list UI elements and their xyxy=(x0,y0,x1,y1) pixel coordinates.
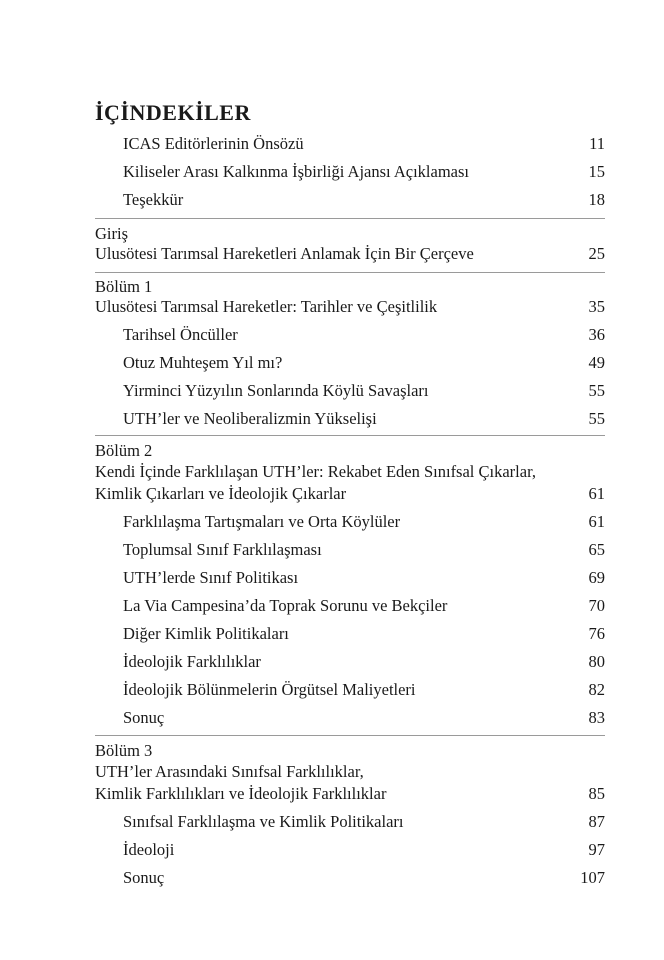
toc-entry xyxy=(123,381,605,401)
entry-label: Yirminci Yüzyılın Sonlarında Köylü Savaşları xyxy=(123,381,429,400)
entry-page: 11 xyxy=(589,134,605,153)
entry-page: 61 xyxy=(588,484,605,503)
entry-label: UTH’ler ve Neoliberalizmin Yükselişi xyxy=(123,409,377,428)
entry-page: 76 xyxy=(588,624,605,643)
chapter1-heading: Bölüm 1 xyxy=(95,277,153,296)
toc-entry xyxy=(123,652,605,672)
entry-label: Farklılaşma Tartışmaları ve Orta Köylüler xyxy=(123,512,401,531)
toc-entry xyxy=(123,708,605,728)
entry-page: 83 xyxy=(588,708,605,727)
toc-entry xyxy=(123,512,605,532)
entry-label: Diğer Kimlik Politikaları xyxy=(123,624,289,643)
entry-label: Tarihsel Öncüller xyxy=(123,325,238,344)
entry-label: Teşekkür xyxy=(123,190,184,209)
entry-label: Sonuç xyxy=(123,868,165,887)
entry-page: 82 xyxy=(588,680,605,699)
entry-label: La Via Campesina’da Toprak Sorunu ve Bekçiler xyxy=(123,596,448,615)
entry-label: İdeolojik Farklılıklar xyxy=(123,652,261,671)
entry-label: Toplumsal Sınıf Farklılaşması xyxy=(123,540,322,559)
entry-page: 70 xyxy=(588,596,605,615)
entry-label: UTH’lerde Sınıf Politikası xyxy=(123,568,299,587)
toc-entry xyxy=(123,812,605,832)
entry-page: 36 xyxy=(588,325,605,344)
toc-entry xyxy=(123,409,605,429)
toc-entry xyxy=(123,190,605,210)
toc-entry xyxy=(123,540,605,560)
entry-label: Sınıfsal Farklılaşma ve Kimlik Politikaları xyxy=(123,812,404,831)
entry-page: 55 xyxy=(588,381,605,400)
entry-page: 107 xyxy=(580,868,605,887)
entry-label: Kimlik Farklılıkları ve İdeolojik Farklılıklar xyxy=(95,784,387,803)
entry-page: 97 xyxy=(588,840,605,859)
chapter2-heading: Bölüm 2 xyxy=(95,441,153,460)
entry-page: 18 xyxy=(588,190,605,209)
entry-page: 15 xyxy=(588,162,605,181)
toc-entry xyxy=(123,624,605,644)
chapter3-heading: Bölüm 3 xyxy=(95,741,153,760)
entry-label: ICAS Editörlerinin Önsözü xyxy=(123,134,304,153)
entry-label: Otuz Muhteşem Yıl mı? xyxy=(123,353,283,372)
entry-page: 80 xyxy=(588,652,605,671)
entry-page: 69 xyxy=(588,568,605,587)
entry-label: Kimlik Çıkarları ve İdeolojik Çıkarlar xyxy=(95,484,347,503)
entry-page: 35 xyxy=(588,297,605,316)
entry-page: 25 xyxy=(588,244,605,263)
toc-entry xyxy=(123,353,605,373)
entry-label: Ulusötesi Tarımsal Hareketler: Tarihler ve Çeşitlilik xyxy=(95,297,438,316)
entry-label: Sonuç xyxy=(123,708,165,727)
section-divider xyxy=(95,272,605,273)
section-divider xyxy=(95,435,605,436)
section-divider xyxy=(95,218,605,219)
toc-entry xyxy=(123,596,605,616)
page-title: İÇİNDEKİLER xyxy=(95,100,251,125)
entry-page: 61 xyxy=(588,512,605,531)
entry-page: 87 xyxy=(588,812,605,831)
chapter3-title-line1: UTH’ler Arasındaki Sınıfsal Farklılıklar, xyxy=(95,762,364,781)
toc-entry xyxy=(123,680,605,700)
chapter2-title-line1: Kendi İçinde Farklılaşan UTH’ler: Rekabet Eden Sınıfsal Çıkarlar, xyxy=(95,462,537,481)
entry-label: Kiliseler Arası Kalkınma İşbirliği Ajansı Açıklaması xyxy=(123,162,469,181)
toc-entry xyxy=(95,297,605,317)
toc-entry xyxy=(123,568,605,588)
entry-label: Ulusötesi Tarımsal Hareketleri Anlamak İçin Bir Çerçeve xyxy=(95,244,474,263)
section-divider xyxy=(95,735,605,736)
intro-heading: Giriş xyxy=(95,224,128,243)
entry-page: 85 xyxy=(588,784,605,803)
toc-entry xyxy=(123,162,605,182)
toc-entry xyxy=(95,484,605,504)
toc-entry xyxy=(95,244,605,264)
entry-page: 49 xyxy=(588,353,605,372)
entry-label: İdeoloji xyxy=(123,840,175,859)
toc-entry xyxy=(123,868,605,888)
entry-page: 65 xyxy=(588,540,605,559)
entry-label: İdeolojik Bölünmelerin Örgütsel Maliyetleri xyxy=(123,680,416,699)
toc-entry xyxy=(123,134,605,154)
toc-entry xyxy=(95,784,605,804)
toc-entry xyxy=(123,840,605,860)
toc-entry xyxy=(123,325,605,345)
entry-page: 55 xyxy=(588,409,605,428)
